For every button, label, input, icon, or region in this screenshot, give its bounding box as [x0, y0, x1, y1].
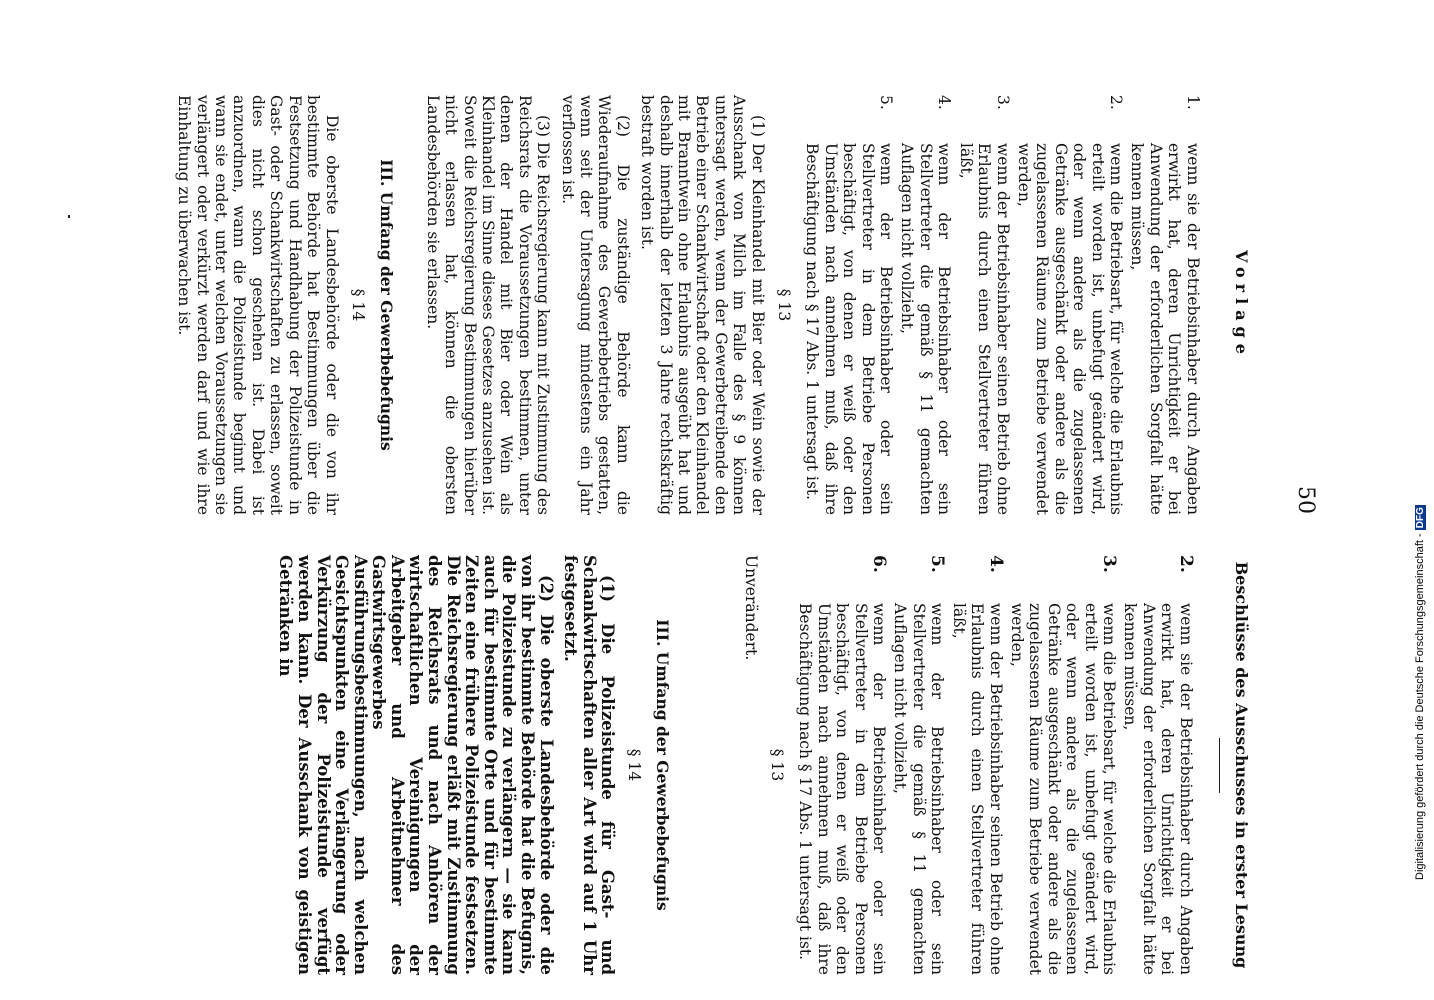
section-13-paragraph-2: (2) Die zuständige Behörde kann die Wiederaufnahme des Gewerbebetriebs gestatten, wenn seit der Untersagung mindestens ein Jahr verflossen ist.	[558, 95, 632, 515]
item-number: 2.	[1175, 555, 1196, 573]
column-heading-beschluesse: Beschlüsse des Ausschusses in erster Lesung	[1232, 561, 1251, 969]
item-text: wenn sie der Betriebsinhaber durch Angaben erwirkt hat, deren Unrichtigkeit er bei Anwendung der erforderlichen Sorgfalt hätte kennen müssen,	[1128, 143, 1202, 515]
list-item	[956, 95, 1011, 515]
list-item	[1128, 95, 1202, 515]
list-item	[1008, 555, 1118, 975]
section-13-paragraph-1: (1) Der Kleinhandel mit Bier oder Wein sowie der Ausschank von Milch im Falle des § 9 können untersagt werden, wenn der Gewerbetreibende den Betrieb einer Schankwirtschaft oder den Kleinhandel mit Branntwein ohne Erlaubnis ausgeübt hat und deshalb innerhalb der letzten 3 Jahre rechtskräftig bestraft worden ist.	[638, 95, 767, 515]
section-13-label: § 13	[775, 288, 794, 322]
section-14-paragraph: Die oberste Landesbehörde oder die von ihr bestimmte Behörde hat Bestimmungen über die Festsetzung und Handhabung der Polizeistunde in Gast- oder Schankwirtschaften zu erlassen, soweit dies nicht schon geschehen ist. Dabei ist anzuordnen, wann die Polizeistunde beginnt und wann sie endet, unter welchen Voraussetzungen sie verlängert oder verkürzt werden darf und wie ihre Einhaltung zu überwachen ist.	[175, 95, 341, 515]
item-text: wenn der Betriebsinhaber oder sein Stellvertreter die gemäß § 11 gemachten Auflagen nicht vollzieht,	[891, 603, 947, 975]
item-text: wenn der Betriebsinhaber oder sein Stellvertreter in dem Betriebe Personen beschäftigt, von denen er weiß oder den Umständen nach annehmen muß, daß ihre Beschäftigung nach § 17 Abs. 1 untersagt ist.	[796, 603, 889, 975]
item-number: 2.	[1106, 95, 1125, 110]
subheading-gewerbebefugnis: III. Umfang der Gewerbebefugnis	[653, 619, 673, 911]
section-13-label: § 13	[768, 748, 787, 782]
list-item	[949, 555, 1004, 975]
column-beschluesse	[270, 555, 1250, 975]
section-14-paragraph-2: (2) Die oberste Landesbehörde oder die von ihr bestimmte Behörde hat die Befugnis, die Polizeistunde zu verlängern — sie kann auch für bestimmte Orte und für bestimmte Zeiten eine frühere Polizeistunde festsetzen. Die Reichsregierung erläßt mit Zustimmung des Reichsrats und nach Anhören der wirtschaftlichen Vereinigungen der Arbeitgeber und Arbeitnehmer des Gastwirtsgewerbes Ausführungsbestimmungen, nach welchen Gesichtspunkten eine Verlängerung oder Verkürzung der Polizeistunde verfügt werden kann. Der Ausschank von geistigen Getränken in	[276, 555, 556, 975]
item-number: 1.	[1183, 95, 1202, 110]
dfg-logo: DFG	[1415, 507, 1426, 529]
item-text: wenn der Betriebsinhaber seinen Betrieb ohne Erlaubnis durch einen Stellvertreter führen läßt,	[949, 603, 1005, 975]
item-number: 4.	[985, 555, 1006, 573]
item-text: wenn der Betriebsinhaber oder sein Stellvertreter in dem Betriebe Personen beschäftigt, von denen er weiß oder den Umständen nach annehmen muß, daß ihre Beschäftigung nach § 17 Abs. 1 untersagt ist.	[803, 143, 896, 515]
column-vorlage	[169, 95, 1250, 515]
item-number: 5.	[927, 555, 948, 573]
section-13-paragraph-3: (3) Die Reichsregierung kann mit Zustimmung des Reichsrats die Voraussetzungen bestimmen, unter denen der Handel mit Bier oder Wein als Kleinhandel im Sinne dieses Gesetzes anzusehen ist. Soweit die Reichsregierung Bestimmungen hierüber nicht erlassen hat, können die obersten Landesbehörden sie erlassen.	[423, 95, 553, 515]
item-number: 5.	[877, 95, 896, 110]
section-14-label: § 14	[348, 288, 367, 322]
list-item	[796, 555, 888, 975]
item-text: wenn der Betriebsinhaber seinen Betrieb ohne Erlaubnis durch einen Stellvertreter führen läßt,	[956, 143, 1012, 515]
section-14-paragraph-1: (1) Die Polizeistunde für Gast- und Schankwirtschaften aller Art wird auf 1 Uhr festgesetzt.	[561, 555, 618, 975]
item-number: 3.	[1098, 555, 1119, 573]
list-item	[898, 95, 953, 515]
list-item	[891, 555, 946, 975]
list-item	[1121, 555, 1195, 975]
page-number: 50	[1293, 486, 1318, 514]
item-text: wenn die Betriebsart, für welche die Erlaubnis erteilt worden ist, unbefugt geändert wird, oder wenn andere als die zugelassenen Getränke ausgeschänkt oder andere als die zugelassenen Räume zum Betriebe verwendet werden,	[1007, 603, 1118, 975]
digitization-credit	[1414, 120, 1428, 880]
item-number: 4.	[935, 95, 954, 110]
item-text: wenn sie der Betriebsinhaber durch Angaben erwirkt hat, deren Unrichtigkeit er bei Anwendung der erforderlichen Sorgfalt hätte kennen müssen,	[1121, 603, 1195, 975]
item-text: wenn der Betriebsinhaber oder sein Stellvertreter die gemäß § 11 gemachten Auflagen nicht vollzieht,	[898, 143, 954, 515]
item-number: 3.	[993, 95, 1012, 110]
credit-text: Digitalisierung gefördert durch die Deutsche Forschungsgemeinschaft -	[1414, 533, 1426, 880]
list-item	[803, 95, 895, 515]
list-item	[1015, 95, 1125, 515]
section-14-label: § 14	[624, 748, 643, 782]
item-text: wenn die Betriebsart, für welche die Erlaubnis erteilt worden ist, unbefugt geändert wird, oder wenn andere als die zugelassenen Getränke ausgeschänkt oder andere als die zugelassenen Räume zum Betriebe verwendet werden,	[1014, 143, 1125, 515]
heading-rule	[1219, 738, 1220, 793]
column-heading-vorlage: Vorlage	[1232, 250, 1251, 360]
unchanged-note: Unverändert.	[741, 555, 760, 661]
item-number: 6.	[869, 555, 890, 573]
subheading-gewerbebefugnis: III. Umfang der Gewerbebefugnis	[377, 159, 397, 451]
